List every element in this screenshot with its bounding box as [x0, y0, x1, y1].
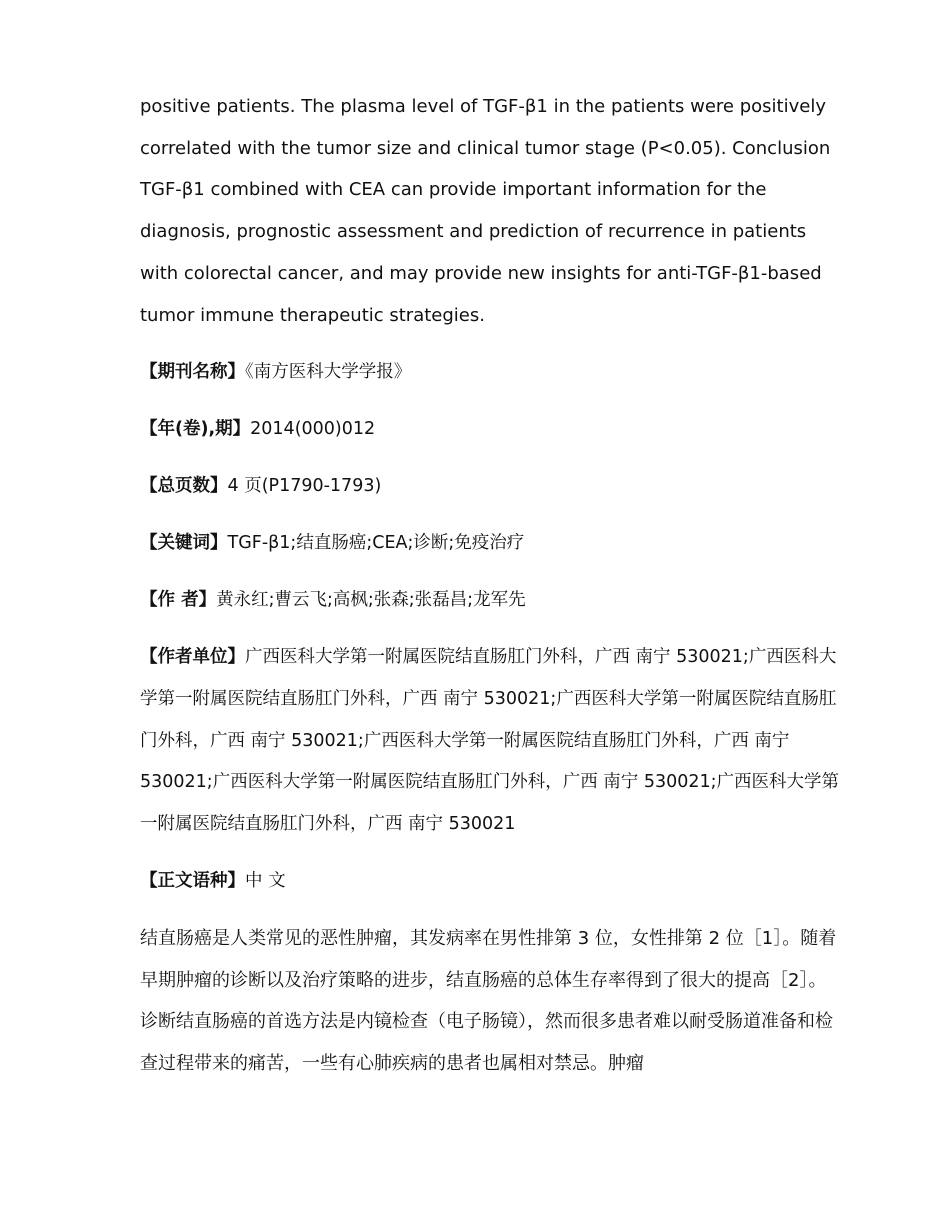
document-page	[140, 86, 840, 1085]
authors-value: 黄永红;曹云飞;高枫;张森;张磊昌;龙军先	[216, 590, 526, 611]
abstract-tail-paragraph: positive patients. The plasma level of TGF-β1 in the patients were positively correlated with the tumor size and clinical tumor stage (P<0.05). Conclusion TGF-β1 combined with CEA can provide important information for the diagnosis, prognostic assessment and prediction of recurrence in patients with colorectal cancer, and may provide new insights for anti-TGF-β1-based tumor immune therapeutic strategies.	[140, 96, 831, 326]
language-value: 中 文	[245, 871, 286, 892]
year-volume-issue-value: 2014(000)012	[250, 419, 376, 440]
total-pages-line	[140, 466, 840, 508]
language-label: 【正文语种】	[140, 871, 245, 892]
authors-line	[140, 580, 840, 622]
keywords-line	[140, 523, 840, 565]
journal-name-line	[140, 352, 840, 394]
journal-name-value: 《南方医科大学学报》	[245, 362, 412, 383]
affiliation-value: 广西医科大学第一附属医院结直肠肛门外科，广西 南宁 530021;广西医科大学第一附属医院结直肠肛门外科，广西 南宁 530021;广西医科大学第一附属医院结直肠肛门外科，广西 南宁 530021;广西医科大学第一附属医院结直肠肛门外科，广西 南宁 530021;广西医科大学第一附属医院结直肠肛门外科，广西 南宁 530021;广西医科大学第一附属医院结直肠肛门外科，广西 南宁 530021	[140, 647, 840, 835]
language-line	[140, 861, 840, 903]
body-paragraph: 结直肠癌是人类常见的恶性肿瘤，其发病率在男性排第 3 位，女性排第 2 位［1］。随着早期肿瘤的诊断以及治疗策略的进步，结直肠癌的总体生存率得到了很大的提高［2］。诊断结直肠癌的首选方法是内镜检查（电子肠镜），然而很多患者难以耐受肠道准备和检查过程带来的痛苦，一些有心肺疾病的患者也属相对禁忌。肿瘤	[140, 928, 837, 1075]
keywords-value: TGF-β1;结直肠癌;CEA;诊断;免疫治疗	[227, 533, 525, 554]
affiliation-line	[140, 637, 840, 846]
keywords-label: 【关键词】	[140, 533, 228, 554]
total-pages-label: 【总页数】	[140, 476, 228, 497]
journal-name-label: 【期刊名称】	[140, 362, 245, 383]
total-pages-value: 4 页(P1790-1793)	[227, 476, 382, 497]
affiliation-label: 【作者单位】	[140, 647, 245, 668]
year-volume-issue-line	[140, 409, 840, 451]
authors-label: 【作 者】	[140, 590, 217, 611]
year-volume-issue-label: 【年(卷),期】	[140, 419, 251, 440]
